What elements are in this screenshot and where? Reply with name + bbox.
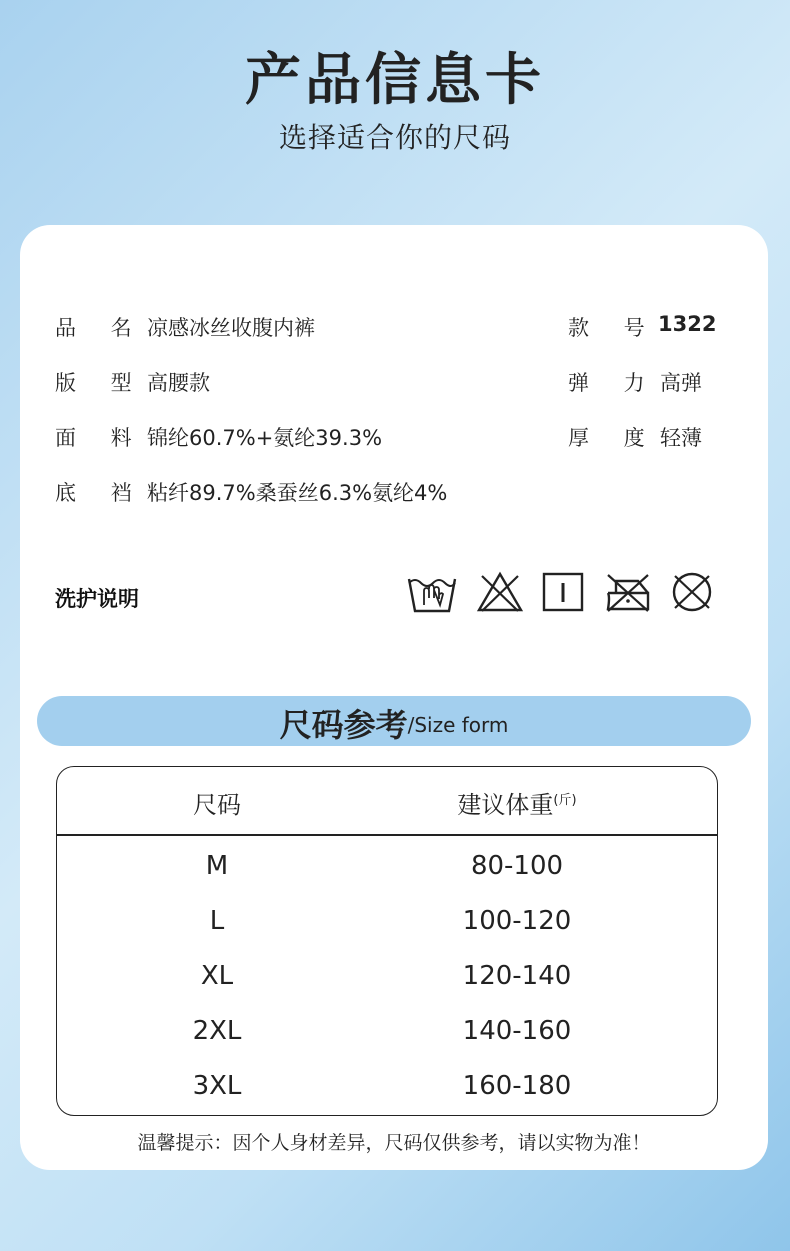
version-value: 高腰款 [147,371,210,395]
table-cell-size: L [209,906,225,936]
table-cell-weight: 80-100 [470,851,564,881]
fabric-value: 锦纶60.7%+氨纶39.3% [147,426,383,450]
page-title: 产品信息卡 [245,48,545,113]
product-info-card [20,225,768,1170]
table-cell-weight: 120-140 [462,961,572,991]
table-cell-size: 3XL [192,1071,242,1101]
style-value: 1322 [658,312,717,336]
thickness-value: 轻薄 [660,426,702,450]
size-form-banner [37,696,751,746]
column-header-size: 尺码 [193,791,241,819]
elastic-value: 高弹 [660,371,702,395]
size-form-title-en: /Size form [407,713,509,737]
line-dry-icon [542,571,586,613]
fabric-label: 面 料 [55,426,146,450]
crotch-value: 粘纤89.7%桑蚕丝6.3%氨纶4% [147,481,448,505]
style-label: 款 号 [568,316,659,340]
table-cell-weight: 140-160 [462,1016,572,1046]
page-subtitle: 选择适合你的尺码 [278,121,511,154]
name-value: 凉感冰丝收腹内裤 [147,316,315,340]
do-not-dry-clean-icon [670,571,714,613]
name-label: 品 名 [55,316,146,340]
elastic-label: 弹 力 [568,371,659,395]
table-cell-size: 2XL [192,1016,242,1046]
weight-header-unit: (斤) [553,793,577,808]
do-not-bleach-icon [476,571,524,613]
size-tip: 温馨提示：因个人身材差异，尺码仅供参考，请以实物为准！ [137,1132,651,1154]
size-form-title: 尺码参考 [279,706,408,744]
hand-wash-icon [406,571,458,615]
size-table [56,766,718,1116]
table-cell-size: XL [200,961,234,991]
header-divider [57,834,717,836]
table-cell-weight: 100-120 [462,906,572,936]
thickness-label: 厚 度 [568,426,659,450]
do-not-tumble-dry-icon [604,571,652,613]
weight-header-label: 建议体重 [457,791,554,819]
table-cell-size: M [205,851,229,881]
version-label: 版 型 [55,371,146,395]
table-cell-weight: 160-180 [462,1071,572,1101]
care-title: 洗护说明 [55,587,139,611]
column-header-weight [417,785,617,820]
crotch-label: 底 裆 [55,481,146,505]
